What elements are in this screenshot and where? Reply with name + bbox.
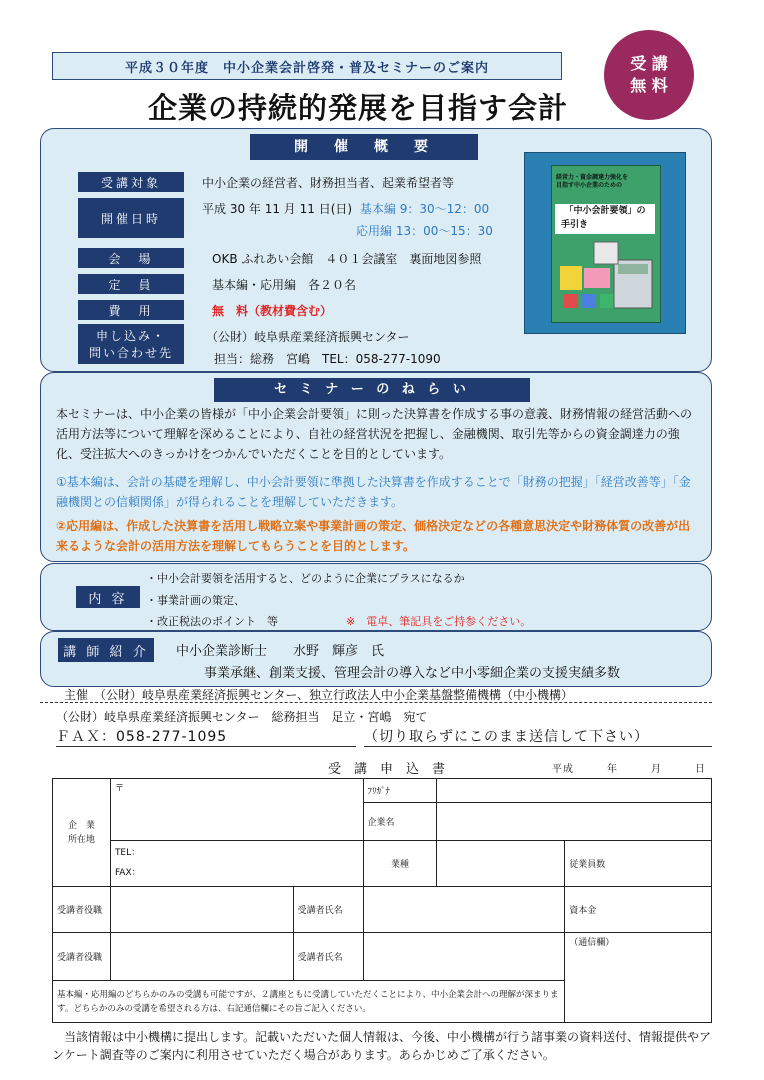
- industry-field[interactable]: [437, 841, 565, 887]
- furigana-field[interactable]: [437, 779, 712, 803]
- company-label-2: 所在地: [67, 834, 95, 845]
- form-footnote: 基本編・応用編のどちらかのみの受講も可能ですが、２講座ともに受講していただくことにより、中小企業会計への理解が深まります。どちらかのみの受講を希望される方は、右記通信欄にその旨ご記入ください。: [53, 981, 565, 1023]
- venue-label: 会 場: [78, 248, 184, 268]
- apply-label-1: 申し込み・: [95, 329, 166, 343]
- target-value: 中小企業の経営者、財務担当者、起業希望者等: [202, 176, 455, 190]
- content-item2: ・事業計画の策定、: [146, 594, 245, 607]
- capacity-label: 定 員: [78, 274, 184, 294]
- name2-field[interactable]: [363, 933, 565, 981]
- company-name-label: 企業名: [363, 803, 437, 841]
- apply-label-2: 問い合わせ先: [88, 346, 173, 360]
- fax-number: ＦＡＸ：058-277-1095: [56, 726, 356, 747]
- capital-cell[interactable]: [565, 887, 712, 933]
- content-label: 内 容: [76, 586, 140, 608]
- aim-body: 本セミナーは、中小企業の皆様が「中小企業会計要領」に則った決算書を作成する事の意義、財務情報の経営活動への活用方法等について理解を深めることにより、自社の経営状況を把握し、金融機関、取引先等からの資金調達力の強化、受注拡大へのきっかけをつかんでいただくことを目的としています。: [56, 407, 693, 461]
- venue-value: OKB ふれあい会館 ４０１会議室 裏面地図参照: [212, 252, 482, 266]
- book-title-2: 手引き: [561, 220, 589, 230]
- book-cover-inner: [551, 165, 661, 323]
- privacy-note: 当該情報は中小機構に提出します。記載いただいた個人情報は、今後、中小機構が行う諸事業の資料送付、情報提供やアンケート調査等のご案内に利用させていただく場合があります。あらかじめご了承ください。: [52, 1030, 712, 1062]
- organizer: 主催 （公財）岐阜県産業経済振興センター、独立行政法人中小企業基盤整備機構（中小機構）: [64, 688, 574, 702]
- comm-field[interactable]: [565, 933, 712, 1023]
- lecturer-desc: 事業承継、創業支援、管理会計の導入など中小零細企業の支援実績多数: [204, 666, 621, 681]
- target-label: 受講対象: [78, 172, 184, 192]
- capital-label: 資本金: [569, 906, 597, 916]
- badge-line1: 受 講: [630, 54, 668, 73]
- fee-label: 費 用: [78, 300, 184, 320]
- lecturer-name: 中小企業診断士 水野 輝彦 氏: [176, 644, 385, 659]
- book-illustration: [554, 236, 658, 320]
- cut-line: [40, 702, 712, 703]
- address-field[interactable]: [110, 779, 363, 841]
- book-title-1: 「中小会計要領」の: [564, 206, 646, 216]
- company-label-1: 企 業: [67, 820, 95, 831]
- book-subtitle: 経営力・資金調達力強化を目指す中小企業のための: [556, 174, 629, 189]
- name1-field[interactable]: [363, 887, 565, 933]
- date-label: 開催日時: [78, 198, 184, 238]
- furigana-label: ﾌﾘｶﾞﾅ: [363, 779, 437, 803]
- fax-address: （公財）岐阜県産業経済振興センター 総務担当 足立・宮嶋 宛て: [56, 710, 428, 724]
- program-title-box: [52, 52, 562, 80]
- book-cover-image: [524, 152, 686, 334]
- date-basic: 基本編 9：30～12：00: [359, 202, 490, 216]
- lecturer-label: 講 師 紹 介: [58, 638, 154, 662]
- apply-label: [78, 324, 184, 364]
- company-name-field[interactable]: [437, 803, 712, 841]
- position1-field[interactable]: [110, 887, 293, 933]
- tel-label: TEL：: [114, 848, 141, 858]
- content-note: ※ 電卓、筆記具をご持参ください。: [346, 615, 532, 628]
- program-title: 平成３０年度 中小企業会計啓発・普及セミナーのご案内: [124, 60, 489, 76]
- tel-fax-field[interactable]: [110, 841, 363, 887]
- postal-mark: 〒: [114, 784, 124, 794]
- aim-applied: ②応用編は、作成した決算書を活用し戦略立案や事業計画の策定、価格決定などの各種意思決定や財務体質の改善が出来るような会計の活用方法を理解してもらうことを目的とします。: [56, 519, 691, 553]
- name1-label: 受講者氏名: [293, 887, 363, 933]
- employees-cell[interactable]: [565, 841, 712, 887]
- apply-contact: 担当：総務 宮嶋 TEL：058-277-1090: [214, 352, 441, 366]
- aim-heading: セ ミ ナ ー の ね ら い: [214, 378, 530, 402]
- company-label: [53, 779, 111, 887]
- main-title: 企業の持続的発展を目指す会計: [148, 91, 569, 125]
- apply-org: （公財）岐阜県産業経済振興センター: [206, 330, 410, 344]
- employees-label: 従業員数: [569, 860, 606, 870]
- aim-basic: ①基本編は、会計の基礎を理解し、中小会計要領に準拠した決算書を作成することで「財務の把握」「経営改善等」「金融機関との信頼関係」が得られることを理解していただきます。: [56, 475, 691, 509]
- fax-note: （切り取らずにこのまま送信して下さい）: [364, 726, 712, 747]
- position2-field[interactable]: [110, 933, 293, 981]
- content-item3: ・改正税法のポイント 等: [146, 615, 278, 628]
- comm-label: （通信欄）: [569, 938, 615, 948]
- position2-label: 受講者役職: [53, 933, 111, 981]
- date-value: [202, 200, 489, 217]
- application-form: [52, 778, 712, 1023]
- industry-label: 業種: [363, 841, 437, 887]
- fee-value: 無 料（教材費含む）: [212, 304, 333, 318]
- badge-line2: 無 料: [630, 76, 668, 95]
- book-title-band: [555, 204, 655, 234]
- capacity-value: 基本編・応用編 各２０名: [212, 278, 357, 292]
- form-title: 受 講 申 込 書: [328, 762, 446, 777]
- date-text: 平成 30 年 11 月 11 日(日): [202, 202, 353, 216]
- form-date: 平成 年 月 日: [552, 764, 706, 775]
- name2-label: 受講者氏名: [293, 933, 363, 981]
- overview-heading: 開 催 概 要: [250, 134, 478, 160]
- position1-label: 受講者役職: [53, 887, 111, 933]
- fax-label: FAX：: [114, 868, 141, 878]
- date-applied: 応用編 13：00～15：30: [356, 224, 493, 238]
- content-item1: ・中小会計要領を活用すると、どのように企業にプラスになるか: [146, 572, 465, 585]
